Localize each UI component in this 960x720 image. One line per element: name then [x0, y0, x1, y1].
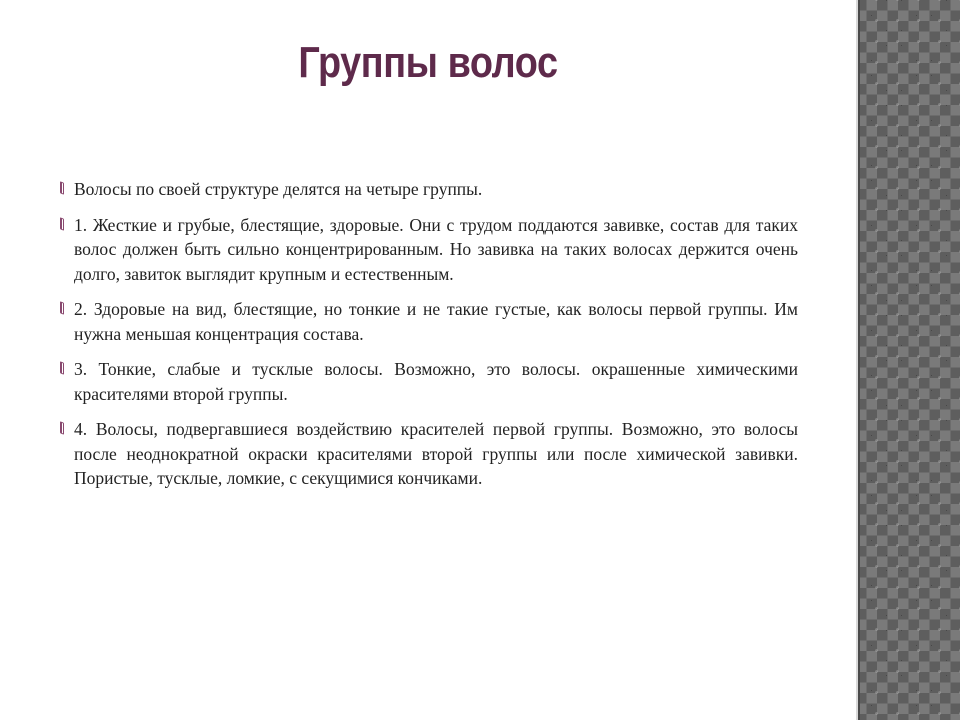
slide-body	[60, 177, 798, 502]
paragraph-group-2	[60, 297, 798, 346]
paragraph-text: 3. Тонкие, слабые и тусклые волосы. Возможно, это волосы. окрашенные химическими красителями второй группы.	[74, 359, 798, 404]
paragraph-intro	[60, 177, 798, 202]
paragraph-text: Волосы по своей структуре делятся на четыре группы.	[74, 179, 483, 199]
paragraph-text: 2. Здоровые на вид, блестящие, но тонкие и не такие густые, как волосы первой группы. Им нужна меньшая концентрация состава.	[74, 299, 798, 344]
decorative-side-pattern	[856, 0, 960, 720]
outlined-bullet-icon	[60, 361, 64, 374]
slide-title: Группы волос	[298, 38, 558, 87]
outlined-bullet-icon	[60, 421, 64, 434]
outlined-bullet-icon	[60, 217, 64, 230]
outlined-bullet-icon	[60, 301, 64, 314]
paragraph-text: 1. Жесткие и грубые, блестящие, здоровые. Они с трудом поддаются завивке, состав для таких волос должен быть сильно концентрированным. Но завивка на таких волосах держится очень долго, завиток выглядит крупным и естественным.	[74, 214, 798, 284]
paragraph-group-4	[60, 417, 798, 491]
paragraph-group-3	[60, 357, 798, 406]
paragraph-group-1	[60, 213, 798, 287]
paragraph-text: 4. Волосы, подвергавшиеся воздействию красителей первой группы. Возможно, это волосы после неоднократной окраски красителями второй группы или после химической завивки. Пористые, тусклые, ломкие, с секущимися кончиками.	[74, 419, 798, 488]
outlined-bullet-icon	[60, 181, 64, 194]
